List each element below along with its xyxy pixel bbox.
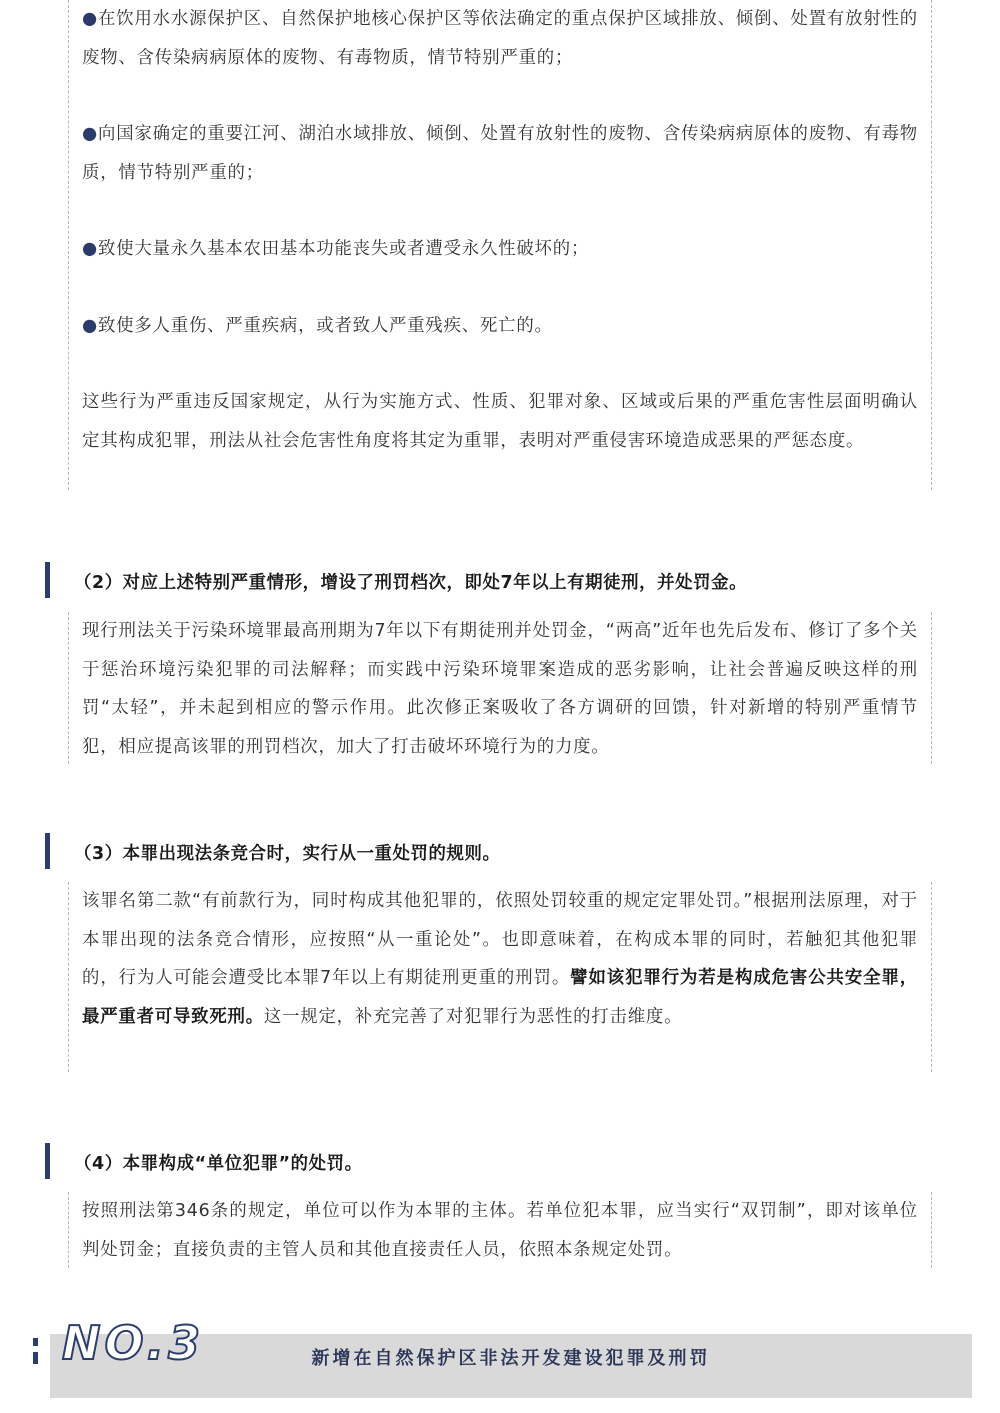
list-item: ●在饮用水水源保护区、自然保护地核心保护区等依法确定的重点保护区域排放、倾倒、处置有放射性的废物、含传染病病原体的废物、有毒物质，情节特别严重的； <box>82 9 918 68</box>
bullet-icon: ● <box>82 9 99 29</box>
section3-body: 该罪名第二款“有前款行为，同时构成其他犯罪的，依照处罚较重的规定定罪处罚。”根据刑法原理，对于本罪出现的法条竞合情形，应按照“从一重论处”。也即意味着，在构成本罪的同时，若触犯其他犯罪的，行为人可能会遭受比本罪7年以上有期徒刑更重的刑罚。譬如该犯罪行为若是构成危害公共安全罪，最严重者可导致死刑。这一规定，补充完善了对犯罪行为恶性的打击维度。 <box>82 891 918 1027</box>
heading-bar <box>45 562 50 598</box>
section4-heading <box>45 1143 363 1179</box>
section2-box <box>68 612 932 764</box>
section4-body: 按照刑法第346条的规定，单位可以作为本罪的主体。若单位犯本罪，应当实行“双罚制”，即对该单位判处罚金；直接负责的主管人员和其他直接责任人员，依照本条规定处罚。 <box>82 1201 918 1260</box>
list-item: ●致使多人重伤、严重疾病，或者致人严重残疾、死亡的。 <box>82 315 553 336</box>
section3-box <box>68 882 932 1072</box>
section3-heading-text: （3）本罪出现法条竞合时，实行从一重处罚的规则。 <box>74 843 501 864</box>
list-item: ●向国家确定的重要江河、湖泊水域排放、倾倒、处置有放射性的废物、含传染病病原体的废物、有毒物质，情节特别严重的； <box>82 124 918 183</box>
heading-bar <box>45 1143 50 1179</box>
bullet-icon: ● <box>82 239 98 259</box>
section-number: NO.3 <box>62 1316 205 1370</box>
bullet-icon: ● <box>82 315 98 336</box>
section1-conclusion: 这些行为严重违反国家规定，从行为实施方式、性质、犯罪对象、区域或后果的严重危害性层面明确认定其构成犯罪，刑法从社会危害性角度将其定为重罪，表明对严重侵害环境造成恶果的严惩态度。 <box>82 392 918 451</box>
section4-heading-text: （4）本罪构成“单位犯罪”的处罚。 <box>74 1153 363 1174</box>
section2-heading <box>45 562 747 598</box>
list-item: ●致使大量永久基本农田基本功能丧失或者遭受永久性破坏的； <box>82 239 590 259</box>
section1-box <box>68 0 932 490</box>
bullet-icon: ● <box>82 124 99 144</box>
section3-heading <box>45 833 501 869</box>
section4-box <box>68 1192 932 1268</box>
section3-bold-text: 譬如该犯罪行为若是构成危害公共安全罪，最严重者可导致死刑。 <box>82 968 918 1027</box>
footer-title: 新增在自然保护区非法开发建设犯罪及刑罚 <box>311 1348 711 1369</box>
heading-bar <box>45 833 50 869</box>
section2-body: 现行刑法关于污染环境罪最高刑期为7年以下有期徒刑并处罚金，“两高”近年也先后发布、修订了多个关于惩治环境污染犯罪的司法解释；而实践中污染环境罪案造成的恶劣影响，让社会普遍反映这样的刑罚“太轻”，并未起到相应的警示作用。此次修正案吸收了各方调研的回馈，针对新增的特别严重情节犯，相应提高该罪的刑罚档次，加大了打击破坏环境行为的力度。 <box>82 621 918 757</box>
section2-heading-text: （2）对应上述特别严重情形，增设了刑罚档次，即处7年以上有期徒刑，并处罚金。 <box>74 572 748 593</box>
decorative-mark <box>33 1338 38 1346</box>
decorative-mark <box>33 1352 38 1364</box>
